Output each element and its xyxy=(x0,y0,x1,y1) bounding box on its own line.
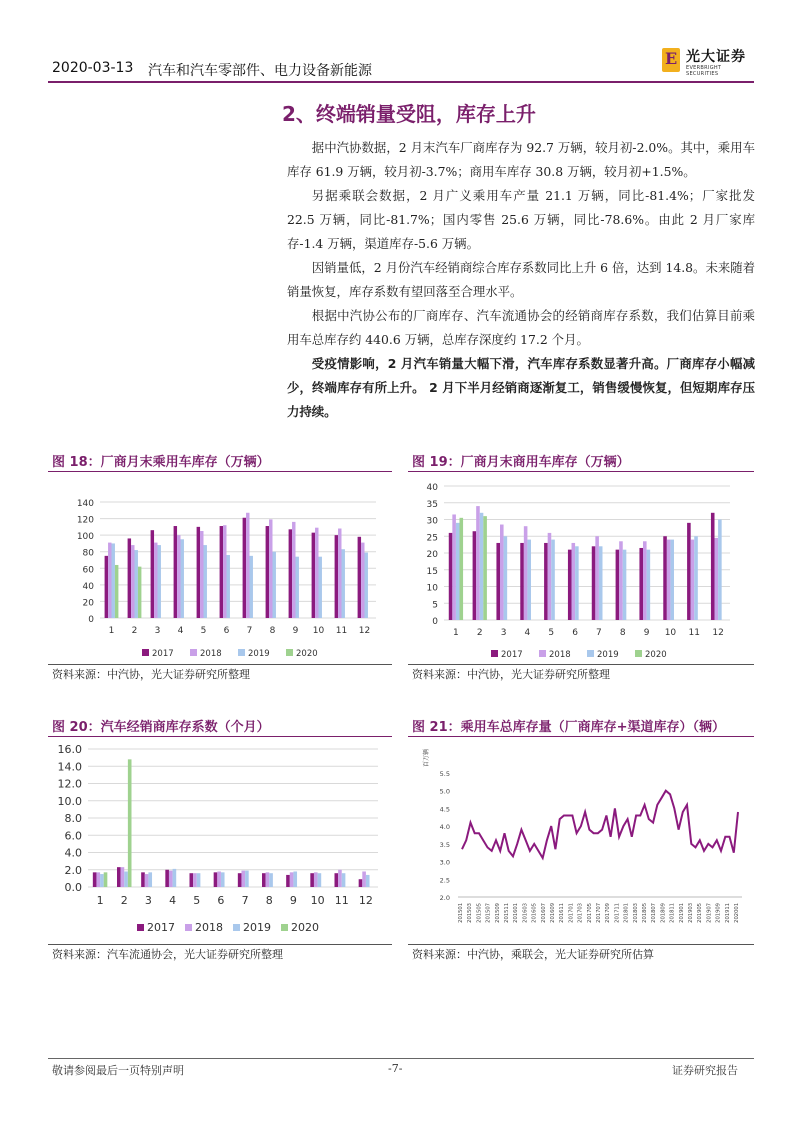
fig20-bar-2019-6 xyxy=(221,872,225,887)
fig19-chart xyxy=(408,474,754,664)
fig18-bar-2019-11 xyxy=(342,549,345,618)
footer-disclaimer: 敬请参阅最后一页特别声明 xyxy=(52,1064,184,1077)
fig18-source-rule xyxy=(48,664,392,665)
fig20-x-tick: 10 xyxy=(310,894,325,907)
fig19-x-tick: 7 xyxy=(596,628,602,638)
footer-report-type: 证券研究报告 xyxy=(672,1064,738,1077)
fig21-x-tick: 201705 xyxy=(586,903,593,923)
fig18-bar-2019-7 xyxy=(250,556,253,618)
fig21-y-tick: 4.0 xyxy=(439,823,450,832)
fig18-y-tick: 20 xyxy=(82,598,94,609)
fig20-legend-swatch-2020 xyxy=(281,924,288,931)
fig21-y-tick: 3.5 xyxy=(439,840,450,849)
fig18-x-tick: 11 xyxy=(335,626,348,636)
fig19-bar-2017-5 xyxy=(544,543,548,620)
fig19-title-rule xyxy=(408,471,754,472)
fig18-x-tick: 4 xyxy=(177,626,184,636)
fig19-bar-2018-6 xyxy=(572,543,576,620)
fig20-bar-2018-1 xyxy=(96,872,100,887)
fig18-bar-2018-8 xyxy=(269,519,272,618)
paragraph-3: 因销量低，2 月份汽车经销商综合库存系数同比上升 6 倍，达到 14.8。未来随着销量恢复，库存系数有望回落至合理水平。 xyxy=(287,260,756,299)
fig18-y-tick: 60 xyxy=(82,565,94,576)
fig21-y-tick: 4.5 xyxy=(439,805,450,814)
fig19-bar-2018-7 xyxy=(595,536,599,620)
fig19-bar-2017-10 xyxy=(663,536,667,620)
fig18-bar-2018-1 xyxy=(108,543,111,618)
fig20-bar-2020-2 xyxy=(128,759,132,887)
fig21-x-tick: 201603 xyxy=(522,903,529,923)
fig21-y-tick: 5.5 xyxy=(439,770,450,778)
fig18-bar-2017-8 xyxy=(266,526,269,618)
fig20-chart xyxy=(48,739,392,943)
fig18-bar-2017-1 xyxy=(105,556,108,618)
fig18-y-tick: 40 xyxy=(82,581,94,592)
fig18-bar-2018-6 xyxy=(223,525,226,618)
fig20-legend-swatch-2018 xyxy=(185,924,192,931)
fig20-bar-2017-8 xyxy=(262,873,266,887)
fig19-legend-label-2017: 2017 xyxy=(501,650,523,660)
fig19-legend-swatch-2017 xyxy=(491,650,498,657)
fig19-y-tick: 25 xyxy=(426,533,438,544)
fig18-y-tick: 140 xyxy=(76,499,94,509)
fig20-legend-label-2019: 2019 xyxy=(243,921,271,934)
fig20-bar-2017-9 xyxy=(286,875,290,887)
fig19-legend-swatch-2019 xyxy=(587,650,594,657)
fig19-source-rule xyxy=(408,664,754,665)
report-date: 2020-03-13 xyxy=(52,60,134,76)
fig20-bar-2018-11 xyxy=(338,870,342,887)
fig21-x-tick: 201609 xyxy=(550,903,556,923)
fig18-legend-label-2020: 2020 xyxy=(296,649,318,659)
fig19-bar-2019-10 xyxy=(670,540,674,620)
fig19-bar-2018-8 xyxy=(619,541,623,620)
fig20-bar-2017-7 xyxy=(238,873,242,887)
fig18-y-tick: 120 xyxy=(76,515,94,526)
fig21-x-tick: 201707 xyxy=(596,903,602,923)
fig18-x-tick: 10 xyxy=(312,626,325,636)
fig20-x-tick: 7 xyxy=(241,894,249,907)
fig20-legend-swatch-2019 xyxy=(233,924,240,931)
fig18-bar-2017-4 xyxy=(174,526,177,618)
fig19-bar-2019-2 xyxy=(480,513,484,620)
fig19-legend-label-2019: 2019 xyxy=(597,650,619,660)
fig18-bar-2017-9 xyxy=(289,529,292,618)
fig18-bar-2018-12 xyxy=(361,543,364,618)
fig19-x-tick: 5 xyxy=(548,628,555,638)
fig21-x-tick: 201511 xyxy=(504,903,510,923)
fig19-bar-2019-11 xyxy=(694,536,698,620)
fig18-bar-2017-5 xyxy=(197,527,200,618)
fig18-bar-2019-3 xyxy=(158,545,161,618)
fig20-bar-2019-10 xyxy=(318,873,322,887)
fig19-y-tick: 35 xyxy=(426,499,438,510)
fig18-bar-2019-2 xyxy=(135,550,138,618)
fig18-x-tick: 2 xyxy=(131,626,138,636)
fig20-bar-2019-11 xyxy=(342,873,346,887)
header-divider xyxy=(48,81,754,83)
fig19-bar-2018-10 xyxy=(667,540,671,620)
fig20-x-tick: 11 xyxy=(334,894,349,907)
fig19-y-tick: 20 xyxy=(426,550,438,560)
fig19-x-tick: 6 xyxy=(572,628,578,638)
fig21-series-line xyxy=(462,791,738,858)
fig19-title: 图 19：厂商月末商用车库存（万辆） xyxy=(412,455,630,470)
fig21-x-tick: 201501 xyxy=(458,903,464,923)
fig20-bar-2019-3 xyxy=(148,872,152,887)
fig20-y-tick: 4.0 xyxy=(64,846,82,860)
logo-mark-icon: E xyxy=(662,48,680,72)
fig19-y-tick: 15 xyxy=(426,566,438,577)
fig20-y-tick: 10.0 xyxy=(57,794,82,808)
fig18-x-tick: 1 xyxy=(108,626,115,636)
fig20-x-tick: 5 xyxy=(193,894,201,907)
fig18-bar-2017-6 xyxy=(220,526,223,618)
fig21-chart xyxy=(408,739,754,943)
fig19-y-tick: 10 xyxy=(426,583,438,594)
fig19-x-tick: 11 xyxy=(688,628,700,638)
fig19-x-tick: 8 xyxy=(619,628,626,638)
fig19-y-tick: 0 xyxy=(432,617,438,627)
fig19-bar-2018-1 xyxy=(452,514,456,620)
fig19-bar-2019-1 xyxy=(456,523,460,620)
fig20-bar-2017-5 xyxy=(190,873,194,887)
fig18-bar-2018-3 xyxy=(154,543,157,618)
fig18-bar-2019-6 xyxy=(227,555,230,618)
fig20-bar-2019-9 xyxy=(293,871,297,887)
fig19-bar-2017-11 xyxy=(687,523,691,620)
fig19-bar-2018-2 xyxy=(476,506,480,620)
fig20-bar-2018-10 xyxy=(314,872,318,887)
fig21-x-tick: 201903 xyxy=(688,903,694,923)
fig19-x-tick: 9 xyxy=(643,628,650,638)
fig19-bar-2018-4 xyxy=(524,526,528,620)
fig19-bar-2018-9 xyxy=(643,541,647,620)
fig18-legend-label-2018: 2018 xyxy=(200,649,222,659)
fig18-bar-2019-9 xyxy=(296,557,299,618)
paragraph-4: 根据中汽协公布的厂商库存、汽车流通协会的经销商库存系数，我们估算目前乘用车总库存约 440.6 万辆，总库存深度约 17.2 个月。 xyxy=(287,308,755,347)
fig21-source-rule xyxy=(408,944,754,945)
fig18-legend-label-2019: 2019 xyxy=(248,649,270,659)
logo-cn: 光大证券 xyxy=(686,49,746,65)
fig19-bar-2018-12 xyxy=(715,538,719,620)
fig21-x-tick: 201801 xyxy=(623,903,630,923)
fig20-bar-2019-8 xyxy=(269,873,273,887)
fig20-bar-2017-1 xyxy=(93,872,97,887)
fig20-x-tick: 1 xyxy=(96,894,104,907)
fig20-bar-2017-2 xyxy=(117,867,121,887)
fig19-x-tick: 3 xyxy=(500,628,507,638)
fig18-bar-2019-10 xyxy=(319,557,322,618)
fig18-x-tick: 8 xyxy=(269,626,276,636)
fig18-x-tick: 12 xyxy=(358,626,371,636)
fig21-source: 资料来源：中汽协，乘联会，光大证券研究所估算 xyxy=(412,948,654,961)
fig21-title-rule xyxy=(408,736,754,737)
fig20-x-tick: 9 xyxy=(289,894,297,907)
fig21-x-tick: 201509 xyxy=(494,903,501,923)
fig19-bar-2017-12 xyxy=(711,513,715,620)
fig18-title: 图 18：厂商月末乘用车库存（万辆） xyxy=(52,455,270,470)
fig18-bar-2019-5 xyxy=(204,545,207,618)
fig20-bar-2017-4 xyxy=(165,870,169,887)
fig19-bar-2019-7 xyxy=(599,546,603,620)
fig21-x-tick: 201601 xyxy=(513,903,520,923)
fig18-x-tick: 7 xyxy=(246,626,253,636)
fig19-bar-2018-5 xyxy=(548,533,552,620)
fig20-x-tick: 4 xyxy=(169,894,177,907)
fig19-x-tick: 2 xyxy=(476,628,483,638)
fig19-y-tick: 40 xyxy=(426,483,438,493)
fig20-title: 图 20：汽车经销商库存系数（个月） xyxy=(52,720,270,735)
fig21-x-tick: 201811 xyxy=(669,903,676,923)
fig19-bar-2018-11 xyxy=(691,540,695,620)
fig18-bar-2017-7 xyxy=(243,518,246,618)
fig18-bar-2018-11 xyxy=(338,529,341,618)
fig19-bar-2017-6 xyxy=(568,550,572,620)
fig20-y-tick: 2.0 xyxy=(64,863,82,877)
fig19-bar-2019-3 xyxy=(504,536,508,620)
fig18-y-tick: 80 xyxy=(82,548,94,559)
fig20-bar-2017-10 xyxy=(310,873,314,887)
fig19-bar-2019-9 xyxy=(647,550,651,620)
fig18-bar-2018-7 xyxy=(246,513,249,618)
fig18-x-tick: 9 xyxy=(292,626,299,636)
fig21-y-tick: 3.0 xyxy=(439,858,450,867)
fig21-title: 图 21：乘用车总库存量（厂商库存+渠道库存）（辆） xyxy=(412,720,726,735)
fig20-bar-2019-2 xyxy=(124,871,128,887)
fig20-x-tick: 6 xyxy=(217,894,225,907)
fig19-bar-2020-2 xyxy=(483,516,487,620)
fig20-bar-2017-6 xyxy=(214,872,218,887)
fig19-bar-2017-4 xyxy=(520,543,524,620)
fig20-bar-2017-3 xyxy=(141,872,145,887)
fig18-legend-swatch-2019 xyxy=(238,649,245,656)
fig20-bar-2020-1 xyxy=(104,872,108,887)
fig20-bar-2017-12 xyxy=(359,879,363,887)
fig20-legend-swatch-2017 xyxy=(137,924,144,931)
fig18-y-tick: 0 xyxy=(88,615,94,625)
fig20-bar-2019-4 xyxy=(173,869,177,887)
fig19-bar-2017-2 xyxy=(473,531,477,620)
fig20-x-tick: 2 xyxy=(120,894,128,907)
fig18-bar-2018-2 xyxy=(131,545,134,618)
fig20-bar-2018-4 xyxy=(169,871,173,887)
fig20-x-tick: 8 xyxy=(265,894,273,907)
fig19-y-tick: 30 xyxy=(426,516,438,527)
fig21-x-tick: 201901 xyxy=(678,903,685,923)
fig20-bar-2018-6 xyxy=(217,871,221,887)
fig20-bar-2018-5 xyxy=(193,873,197,887)
fig21-x-tick: 201803 xyxy=(632,903,639,923)
fig18-source: 资料来源：中汽协，光大证券研究所整理 xyxy=(52,668,250,681)
fig19-bar-2020-1 xyxy=(459,518,463,620)
fig20-bar-2017-11 xyxy=(335,873,339,887)
fig20-y-tick: 14.0 xyxy=(57,760,82,774)
fig20-bar-2018-2 xyxy=(121,867,125,887)
fig19-bar-2018-3 xyxy=(500,525,504,620)
footer-divider xyxy=(48,1058,754,1059)
fig21-x-tick: 201503 xyxy=(467,903,474,923)
fig19-bar-2019-5 xyxy=(551,540,555,620)
paragraph-1: 据中汽协数据，2 月末汽车厂商库存为 92.7 万辆，较月初-2.0%。其中，乘用车库存 61.9 万辆，较月初-3.7%；商用车库存 30.8 万辆，较月初+1.5%。 xyxy=(287,140,755,179)
fig18-legend-swatch-2018 xyxy=(190,649,197,656)
fig20-bar-2018-9 xyxy=(290,872,294,887)
logo-en: EVERBRIGHT SECURITIES xyxy=(686,65,722,77)
report-sector: 汽车和汽车零部件、电力设备新能源 xyxy=(148,63,372,79)
fig21-x-tick: 201807 xyxy=(651,903,658,923)
fig18-bar-2018-9 xyxy=(292,522,295,618)
fig20-bar-2019-7 xyxy=(245,871,249,887)
fig21-x-tick: 201605 xyxy=(531,903,538,923)
fig18-bar-2017-3 xyxy=(151,530,154,618)
fig18-bar-2018-10 xyxy=(315,528,318,618)
fig18-legend-swatch-2020 xyxy=(286,649,293,656)
fig20-bar-2018-7 xyxy=(241,871,245,887)
page-number: -7- xyxy=(388,1062,403,1075)
fig20-title-rule xyxy=(48,736,392,737)
fig20-legend-label-2018: 2018 xyxy=(195,921,223,934)
fig20-bar-2018-8 xyxy=(266,872,270,887)
fig18-bar-2017-12 xyxy=(358,537,361,618)
fig19-legend-swatch-2018 xyxy=(539,650,546,657)
fig19-bar-2019-6 xyxy=(575,546,579,620)
fig18-bar-2017-2 xyxy=(128,538,131,618)
fig21-x-tick: 201809 xyxy=(660,903,667,923)
fig21-y-tick: 5.0 xyxy=(439,787,450,796)
fig18-x-tick: 5 xyxy=(200,626,207,636)
fig18-bar-2018-4 xyxy=(177,535,180,618)
fig20-x-tick: 12 xyxy=(358,894,373,907)
fig18-bar-2019-4 xyxy=(181,539,184,618)
fig19-x-tick: 12 xyxy=(712,628,724,638)
fig20-x-tick: 3 xyxy=(144,894,152,907)
fig21-x-tick: 201905 xyxy=(697,903,704,923)
fig18-legend-label-2017: 2017 xyxy=(152,649,174,659)
fig18-bar-2019-8 xyxy=(273,552,276,618)
fig18-bar-2019-1 xyxy=(112,543,115,618)
fig21-y-tick: 2.5 xyxy=(439,876,450,885)
fig19-bar-2017-9 xyxy=(639,548,643,620)
fig18-bar-2020-2 xyxy=(138,567,141,618)
fig21-y-tick: 2.0 xyxy=(439,894,450,902)
section-title: 2、终端销量受阻，库存上升 xyxy=(282,102,536,126)
brand-logo xyxy=(662,46,754,76)
fig20-y-tick: 0.0 xyxy=(64,881,82,894)
fig21-x-tick: 201703 xyxy=(577,903,584,923)
fig21-x-tick: 201709 xyxy=(605,903,612,923)
fig20-y-tick: 12.0 xyxy=(57,777,82,791)
fig19-bar-2017-7 xyxy=(592,546,596,620)
fig21-x-tick: 201907 xyxy=(706,903,713,923)
fig19-bar-2017-3 xyxy=(496,543,500,620)
fig18-legend-swatch-2017 xyxy=(142,649,149,656)
paragraph-conclusion: 受疫情影响，2 月汽车销量大幅下滑，汽车库存系数显著升高。厂商库存小幅减少，终端库存有所上升。 2 月下半月经销商逐渐复工，销售缓慢恢复，但短期库存压力持续。 xyxy=(287,356,755,419)
fig19-bar-2019-12 xyxy=(718,520,722,621)
fig20-bar-2019-12 xyxy=(366,875,370,887)
fig18-bar-2019-12 xyxy=(365,553,368,618)
fig18-bar-2018-5 xyxy=(200,531,203,618)
fig20-bar-2019-1 xyxy=(100,874,104,887)
paragraph-2: 另据乘联会数据，2 月广义乘用车产量 21.1 万辆，同比-81.4%；厂家批发 22.5 万辆，同比-81.7%；国内零售 25.6 万辆，同比-78.6%。由此 2 月厂家库存-1.4 万辆，渠道库存-5.6 万辆。 xyxy=(287,188,755,251)
fig19-bar-2017-1 xyxy=(449,533,453,620)
fig18-bar-2017-10 xyxy=(312,533,315,618)
fig21-x-tick: 201611 xyxy=(559,903,566,923)
fig20-bar-2018-12 xyxy=(362,871,366,887)
fig21-x-tick: 201911 xyxy=(724,903,731,923)
fig21-x-tick: 202001 xyxy=(734,903,740,923)
fig20-source: 资料来源：汽车流通协会，光大证券研究所整理 xyxy=(52,948,283,961)
fig19-bar-2017-8 xyxy=(616,550,620,620)
fig19-bar-2019-4 xyxy=(527,540,531,620)
fig18-title-rule xyxy=(48,471,392,472)
fig20-legend-label-2017: 2017 xyxy=(147,921,175,934)
fig18-bar-2017-11 xyxy=(335,535,338,618)
fig21-x-tick: 201711 xyxy=(614,903,621,923)
fig19-x-tick: 4 xyxy=(524,628,531,638)
fig19-bar-2019-8 xyxy=(623,550,627,620)
fig21-x-tick: 201607 xyxy=(540,903,547,923)
fig18-chart xyxy=(48,474,392,664)
fig21-x-tick: 201805 xyxy=(642,903,648,923)
fig19-legend-label-2018: 2018 xyxy=(549,650,571,660)
fig20-source-rule xyxy=(48,944,392,945)
fig20-y-tick: 8.0 xyxy=(64,812,82,825)
fig19-legend-label-2020: 2020 xyxy=(645,650,667,660)
fig19-legend-swatch-2020 xyxy=(635,650,642,657)
fig21-x-tick: 201507 xyxy=(485,903,492,923)
fig20-legend-label-2020: 2020 xyxy=(291,921,319,934)
fig18-x-tick: 6 xyxy=(223,626,230,636)
fig21-x-tick: 201909 xyxy=(715,903,722,923)
fig20-bar-2019-5 xyxy=(197,873,201,887)
fig19-y-tick: 5 xyxy=(432,600,438,611)
fig20-y-tick: 16.0 xyxy=(57,743,82,756)
fig21-x-tick: 201701 xyxy=(568,903,575,923)
fig21-y-label: 百万辆 xyxy=(423,748,430,767)
fig20-bar-2018-3 xyxy=(145,874,149,887)
fig18-bar-2020-1 xyxy=(115,565,118,618)
fig21-x-tick: 201505 xyxy=(476,903,483,923)
fig19-x-tick: 10 xyxy=(664,628,677,638)
fig18-y-tick: 100 xyxy=(76,532,94,543)
fig19-source: 资料来源：中汽协，光大证券研究所整理 xyxy=(412,668,610,681)
fig20-y-tick: 6.0 xyxy=(64,829,82,843)
fig18-x-tick: 3 xyxy=(154,626,161,636)
fig19-x-tick: 1 xyxy=(453,628,459,638)
